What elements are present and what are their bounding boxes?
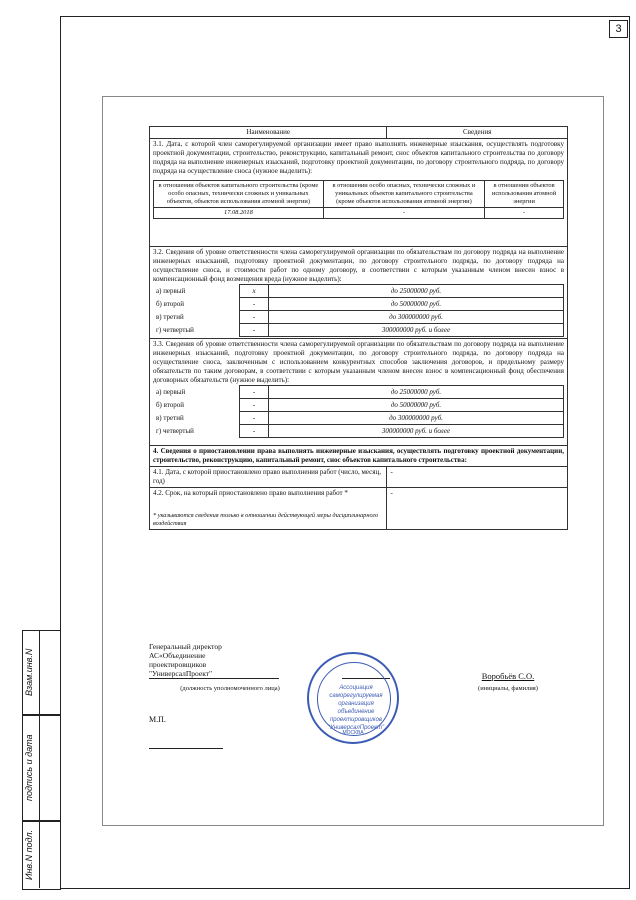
permission-col-1: в отношении объектов капитального строительства (кроме особо опасных, технически сложных и уникальных объектов, объектов использования атомной энергии) [154,181,324,208]
seal-place: М.П. [149,715,166,724]
position-line-2: АС«Объединение [149,651,206,660]
level-row: в) третий - до 300000000 руб. [153,412,564,425]
blank-line [149,748,223,749]
certificate-table [149,126,568,530]
section-4-2-text: 4.2. Срок, на который приостановлено право выполнения работ * [153,489,348,497]
position-line-4: "УниверсалПроект" [149,669,279,679]
level-row: а) первый - до 25000000 руб. [153,386,564,399]
stamp-city: МОСКВА [342,730,364,736]
position-line-3: проектировщиков [149,660,207,669]
permission-value-2: - [323,208,484,219]
section-4-1-label: 4.1. Дата, с которой приостановлено право выполнения работ (число, месяц, год) [150,467,387,488]
section-3-3-text: 3.3. Сведения об уровне ответственности члена саморегулируемой организации по обязательствам по договору подряда на выполнение инженерных изысканий, подготовку проектной документации, по договору строительного подряда, по договору подряда на осуществление сноса, заключенным с использованием конкурентных способов заключения договоров, и предельному размеру обязательств по таким договорам, в соответствии с которым указанным членом внесен взнос в компенсационный фонд обеспечения договорных обязательств (нужное выделить): [153,340,564,384]
footnote: * указываются сведения только в отношении действующей меры дисциплинарного воздействия [153,512,379,527]
header-info: Сведения [387,127,568,139]
side-label-signature-date: подпись и дата [24,734,34,802]
permission-col-3: в отношении объектов использования атомной энергии [485,181,564,208]
stamp-text: Ассоциация саморегулируемая организация объединение проектировщиков "УниверсалПроект" [327,685,385,731]
side-label-replace-inv: Взам.инв.N [24,648,34,696]
level-row: б) второй - до 50000000 руб. [153,399,564,412]
level-row: а) первый x до 25000000 руб. [153,285,564,298]
organization-stamp [307,652,399,744]
section-3-2-text: 3.2. Сведения об уровне ответственности члена саморегулируемой организации по обязательствам по договору подряда на выполнение инженерных изысканий, подготовку проектной документации, по договору строительного подряда, по договору подряда на осуществление сноса, и стоимости работ по одному договору, в соответствии с которым указанным членом внесен взнос в компенсационный фонд возмещения вреда (нужное выделить): [153,248,564,283]
level-row: г) четвертый - 300000000 руб. и более [153,425,564,438]
permission-value-1: 17.08.2018 [154,208,324,219]
section-3-1 [150,139,568,247]
level-row: г) четвертый - 300000000 руб. и более [153,324,564,337]
signatory-position [149,642,279,679]
contract-fund-levels [153,385,564,438]
page-number: 3 [609,20,628,38]
level-row: в) третий - до 300000000 руб. [153,311,564,324]
side-label-inv-orig: Инв.N подл. [24,829,34,881]
header-name: Наименование [150,127,387,139]
signatory-name: Воробьёв С.О. [481,671,535,681]
section-3-1-text: 3.1. Дата, с которой член саморегулируемой организации имеет право выполнять инженерные изыскания, осуществлять подготовку проектной документации, строительство, реконструкцию, капитальный ремонт, снос объектов капитального строительства по договору подряда на выполнение инженерных изысканий, подготовку проектной документации, по договору строительного подряда, по договору подряда на осуществление сноса (нужное выделить): [153,140,564,175]
permission-table [153,180,564,219]
section-3-3 [150,339,568,446]
level-row: б) второй - до 50000000 руб. [153,298,564,311]
name-caption: (инициалы, фамилия) [478,685,538,692]
section-4-2-label [150,488,387,530]
permission-value-3: - [485,208,564,219]
section-3-2 [150,247,568,339]
section-4-1-value: - [387,467,568,488]
section-4-2-value: - [387,488,568,530]
permission-col-2: в отношении особо опасных, технически сложных и уникальных объектов капитального строительства (кроме объектов использования атомной энергии) [323,181,484,208]
section-4-title: 4. Сведения о приостановлении права выполнять инженерные изыскания, осуществлять подготовку проектной документации, строительство, реконструкцию, капитальный ремонт, снос объектов капитального строительства: [150,446,568,467]
position-caption: (должность уполномоченного лица) [180,685,280,692]
position-line-1: Генеральный директор [149,642,222,651]
harm-fund-levels [153,284,564,337]
